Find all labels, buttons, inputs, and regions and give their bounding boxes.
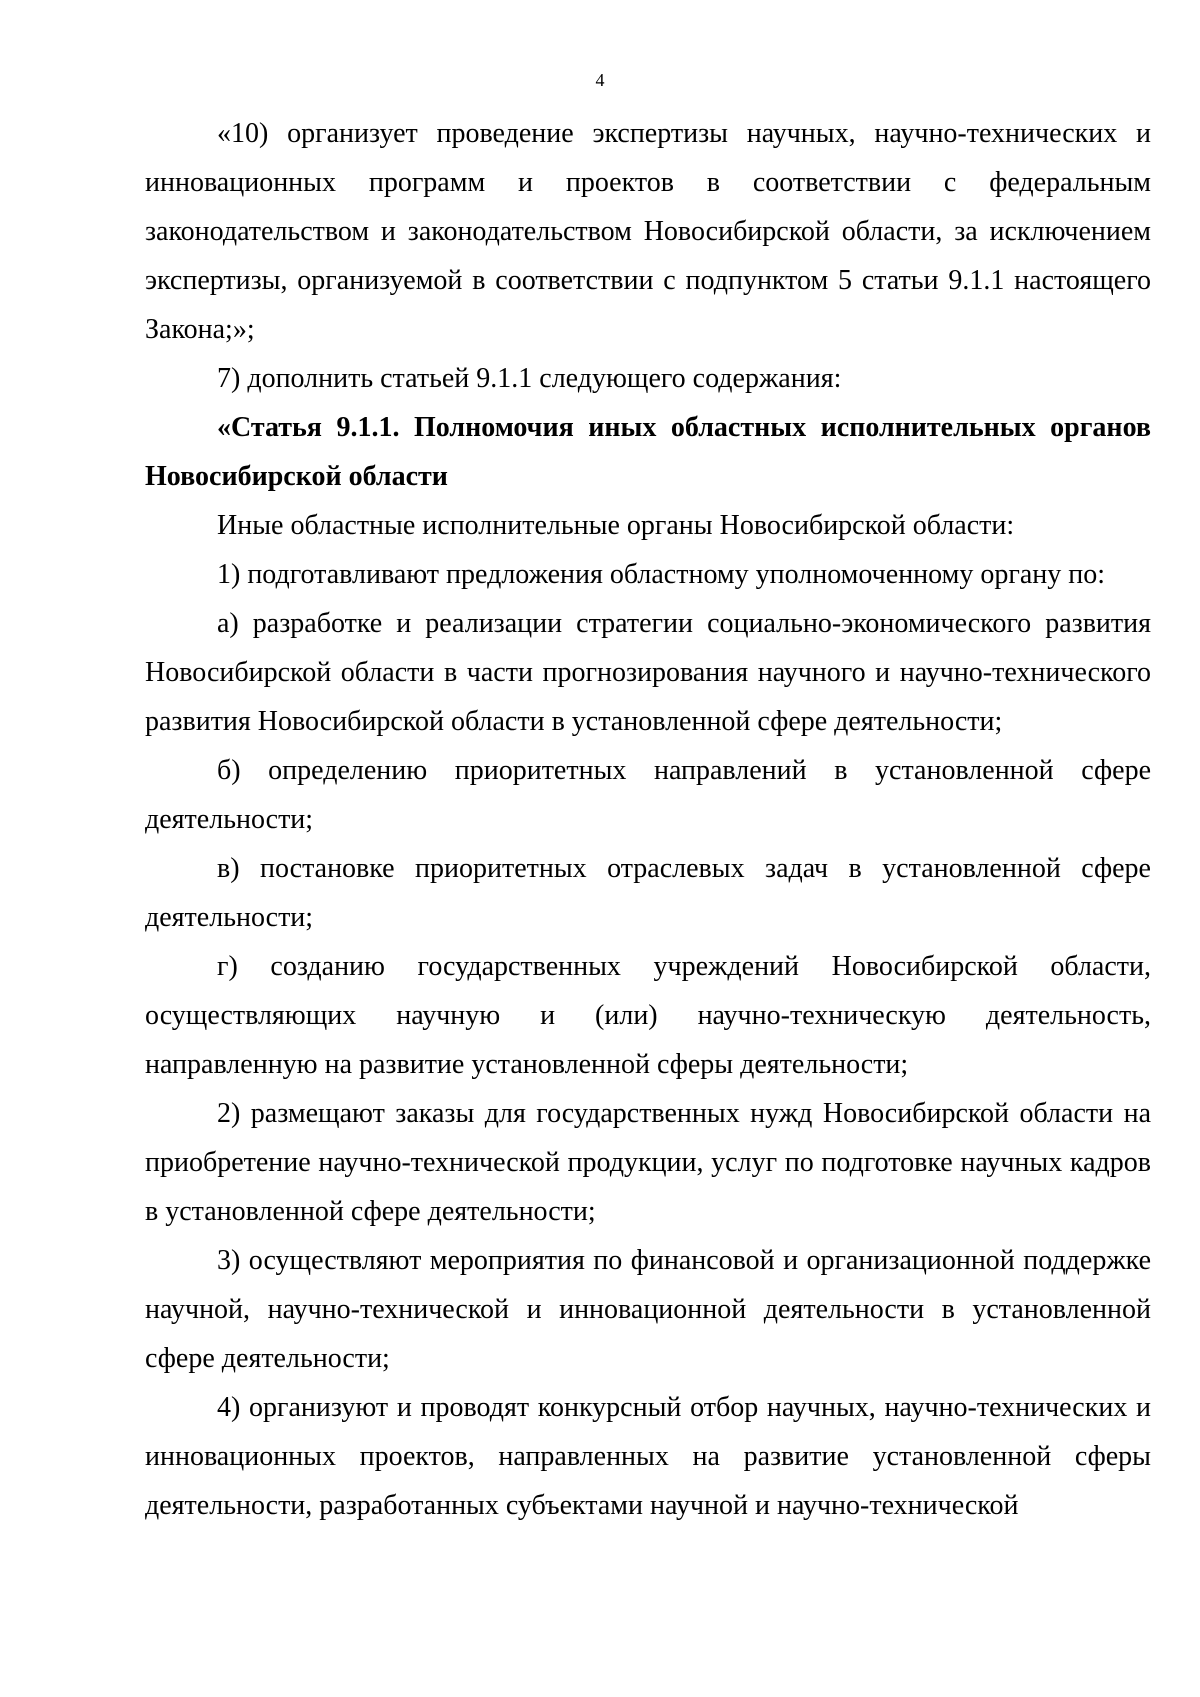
paragraph-item-4: 4) организуют и проводят конкурсный отбор научных, научно-технических и инновационных проектов, направленных на развитие установленной сферы деятельности, разработанных субъектами научной и научно-технической: [145, 1392, 1151, 1521]
paragraph-subitem-a: а) разработке и реализации стратегии социально-экономического развития Новосибирской области в части прогнозирования научного и научно-технического развития Новосибирской области в установленной сфере деятельности;: [145, 608, 1151, 737]
paragraph-item-10: «10) организует проведение экспертизы научных, научно-технических и инновационных программ и проектов в соответствии с федеральным законодательством и законодательством Новосибирской области, за исключением экспертизы, организуемой в соответствии с подпунктом 5 статьи 9.1.1 настоящего Закона;»;: [145, 118, 1151, 345]
paragraph-item-2: 2) размещают заказы для государственных нужд Новосибирской области на приобретение научно-технической продукции, услуг по подготовке научных кадров в установленной сфере деятельности;: [145, 1098, 1151, 1227]
article-heading: «Статья 9.1.1. Полномочия иных областных исполнительных органов Новосибирской области: [145, 412, 1151, 492]
document-body: [145, 109, 1151, 1530]
paragraph-item-1: 1) подготавливают предложения областному уполномоченному органу по:: [217, 559, 1106, 590]
paragraph-intro: Иные областные исполнительные органы Новосибирской области:: [217, 510, 1015, 541]
paragraph-subitem-v: в) постановке приоритетных отраслевых задач в установленной сфере деятельности;: [145, 853, 1151, 933]
paragraph-item-3: 3) осуществляют мероприятия по финансовой и организационной поддержке научной, научно-технической и инновационной деятельности в установленной сфере деятельности;: [145, 1245, 1151, 1374]
paragraph-subitem-b: б) определению приоритетных направлений в установленной сфере деятельности;: [145, 755, 1151, 835]
paragraph-subitem-g: г) созданию государственных учреждений Новосибирской области, осуществляющих научную и (или) научно-техническую деятельность, направленную на развитие установленной сферы деятельности;: [145, 951, 1151, 1080]
page-number: 4: [595, 70, 605, 90]
paragraph-amendment-7: 7) дополнить статьей 9.1.1 следующего содержания:: [217, 363, 842, 394]
